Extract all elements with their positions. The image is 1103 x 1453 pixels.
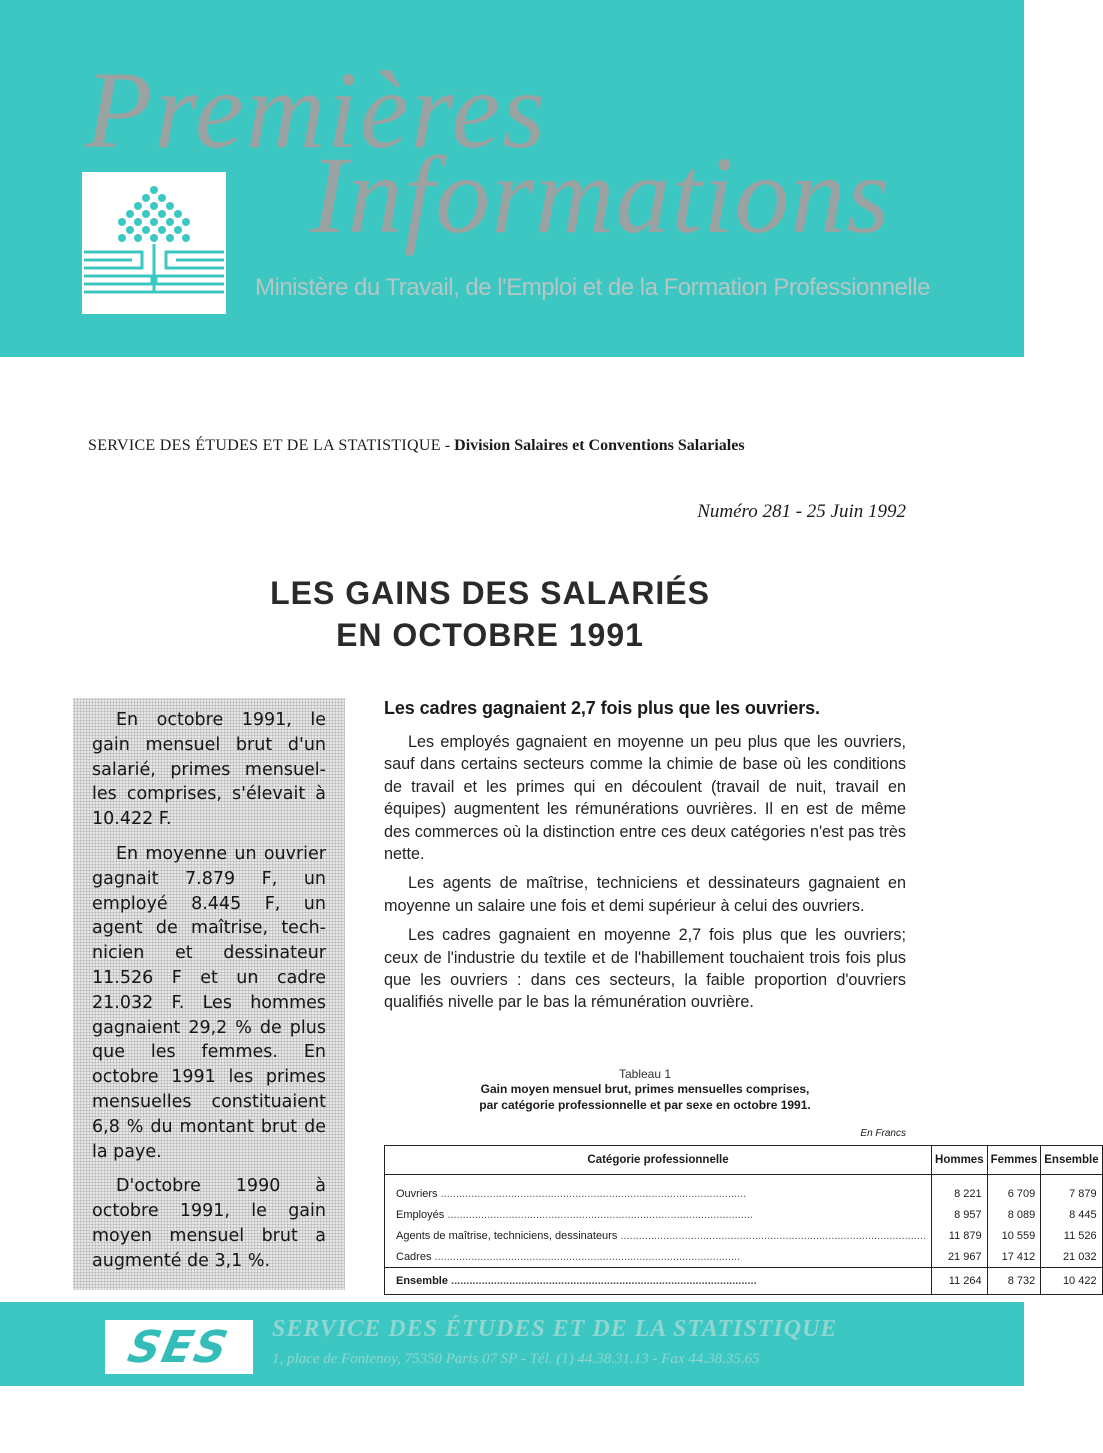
ministry-name: Ministère du Travail, de l'Emploi et de la Formation Professionnelle	[255, 274, 930, 301]
service-separator: -	[440, 437, 455, 454]
summary-paragraph-3: D'octobre 1990 à octobre 1991, le gain moyen mensuel brut a augmenté de 3,1 %.	[92, 1176, 326, 1271]
main-title-line1: LES GAINS DES SALARIÉS	[270, 575, 710, 611]
main-title	[180, 572, 800, 656]
table-cell-women: 8 089	[987, 1204, 1041, 1225]
table-cell-women: 10 559	[987, 1225, 1041, 1246]
summary-paragraph-2: En moyenne un ouvrier gagnait 7.879 F, un employé 8.445 F, un agent de maîtrise, technicien et dessinateur 11.526 F et un cadre 21.032 F. Les hommes gagnaient 29,2 % de plus que les femmes. En octobre 1991 les primes mensuelles constituaient 6,8 % du montant brut de la paye.	[92, 843, 326, 1162]
footer-address: 1, place de Fontenoy, 75350 Paris 07 SP - Tél. (1) 44.38.31.13 - Fax 44.38.35.65	[272, 1351, 760, 1367]
article-paragraph-2: Les agents de maîtrise, techniciens et dessinateurs gagnaient en moyenne un salaire une fois et demi supérieur à celui des ouvriers.	[384, 874, 906, 915]
article-paragraph-1: Les employés gagnaient en moyenne un peu plus que les ouvriers, sauf dans certains secteurs comme la chimie de base où les conditions de travail et les primes qui en découlent (travail de nuit, travail en équipes) augmentent les rémunérations ouvrières. Il en est de même des commerces où la distinction entre ces deux catégories n'est pas très nette.	[384, 733, 906, 864]
summary-text	[92, 708, 326, 1284]
table-cell-total: 11 526	[1041, 1225, 1102, 1246]
main-title-line2: EN OCTOBRE 1991	[336, 617, 644, 653]
gains-table	[384, 1145, 1103, 1295]
table-cell-category	[385, 1246, 932, 1268]
table-header-category: Catégorie professionnelle	[385, 1146, 932, 1175]
table-cell-women: 17 412	[987, 1246, 1041, 1268]
ses-logo	[105, 1320, 253, 1374]
table-cell-men: 21 967	[932, 1246, 988, 1268]
table-cell-women: 6 709	[987, 1175, 1041, 1205]
table-header-total: Ensemble	[1041, 1146, 1102, 1175]
table-header-men: Hommes	[932, 1146, 988, 1175]
table-title-line1: Gain moyen mensuel brut, primes mensuelles comprises,	[480, 1082, 810, 1096]
service-division: Division Salaires et Conventions Salariales	[454, 437, 745, 454]
masthead-title-line2: Informations	[310, 134, 891, 256]
ministry-logo	[82, 172, 226, 314]
table-cell-men: 11 264	[932, 1268, 988, 1295]
footer-service-name: SERVICE DES ÉTUDES ET DE LA STATISTIQUE	[272, 1316, 838, 1342]
table-number: Tableau 1	[618, 1067, 672, 1081]
table-cell-total: 10 422	[1041, 1268, 1102, 1295]
table-row	[385, 1175, 1103, 1205]
ses-logo-text: SES	[123, 1321, 235, 1373]
table-cell-category	[385, 1175, 932, 1205]
table-row	[385, 1204, 1103, 1225]
table-total-row	[385, 1268, 1103, 1295]
table-cell-women: 8 732	[987, 1268, 1041, 1295]
service-line	[88, 437, 938, 455]
table-header-row	[385, 1146, 1103, 1175]
category-label: Ouvriers .....	[396, 1188, 746, 1200]
category-label: Employés .....	[396, 1209, 753, 1221]
table-cell-category	[385, 1225, 932, 1246]
total-label: Ensemble .....	[396, 1275, 757, 1287]
table-unit: En Francs	[860, 1128, 906, 1139]
pyramid-logo-icon	[82, 172, 226, 314]
table-cell-total: 8 445	[1041, 1204, 1102, 1225]
table-title-line2: par catégorie professionnelle et par sexe en octobre 1991.	[479, 1098, 811, 1112]
table-cell-men: 11 879	[932, 1225, 988, 1246]
category-label: Agents de maîtrise, techniciens, dessinateurs .....	[396, 1230, 926, 1242]
table-cell-men: 8 957	[932, 1204, 988, 1225]
table-cell-total: 21 032	[1041, 1246, 1102, 1268]
summary-paragraph-1: En octobre 1991, le gain mensuel brut d'un salarié, primes mensuelles comprises, s'élevait à 10.422 F.	[92, 710, 326, 830]
table-caption	[384, 1067, 906, 1113]
service-name: SERVICE DES ÉTUDES ET DE LA STATISTIQUE	[88, 437, 441, 454]
masthead-title-line1: Premières	[85, 49, 547, 171]
category-label: Cadres .....	[396, 1251, 740, 1263]
table-cell-category	[385, 1268, 932, 1295]
table-row	[385, 1225, 1103, 1246]
table-cell-men: 8 221	[932, 1175, 988, 1205]
table-header-women: Femmes	[987, 1146, 1041, 1175]
table-cell-category	[385, 1204, 932, 1225]
article-heading: Les cadres gagnaient 2,7 fois plus que les ouvriers.	[384, 698, 820, 718]
table-row	[385, 1246, 1103, 1268]
issue-number-date: Numéro 281 - 25 Juin 1992	[697, 501, 906, 522]
table-cell-total: 7 879	[1041, 1175, 1102, 1205]
article-paragraph-3: Les cadres gagnaient en moyenne 2,7 fois plus que les ouvriers; ceux de l'industrie du textile et de l'habillement touchaient trois fois plus que les ouvriers : dans ces secteurs, la faible proportion d'ouvriers qualifiés nivelle par le bas la rémunération ouvrière.	[384, 926, 906, 1012]
article-column	[384, 698, 906, 1021]
